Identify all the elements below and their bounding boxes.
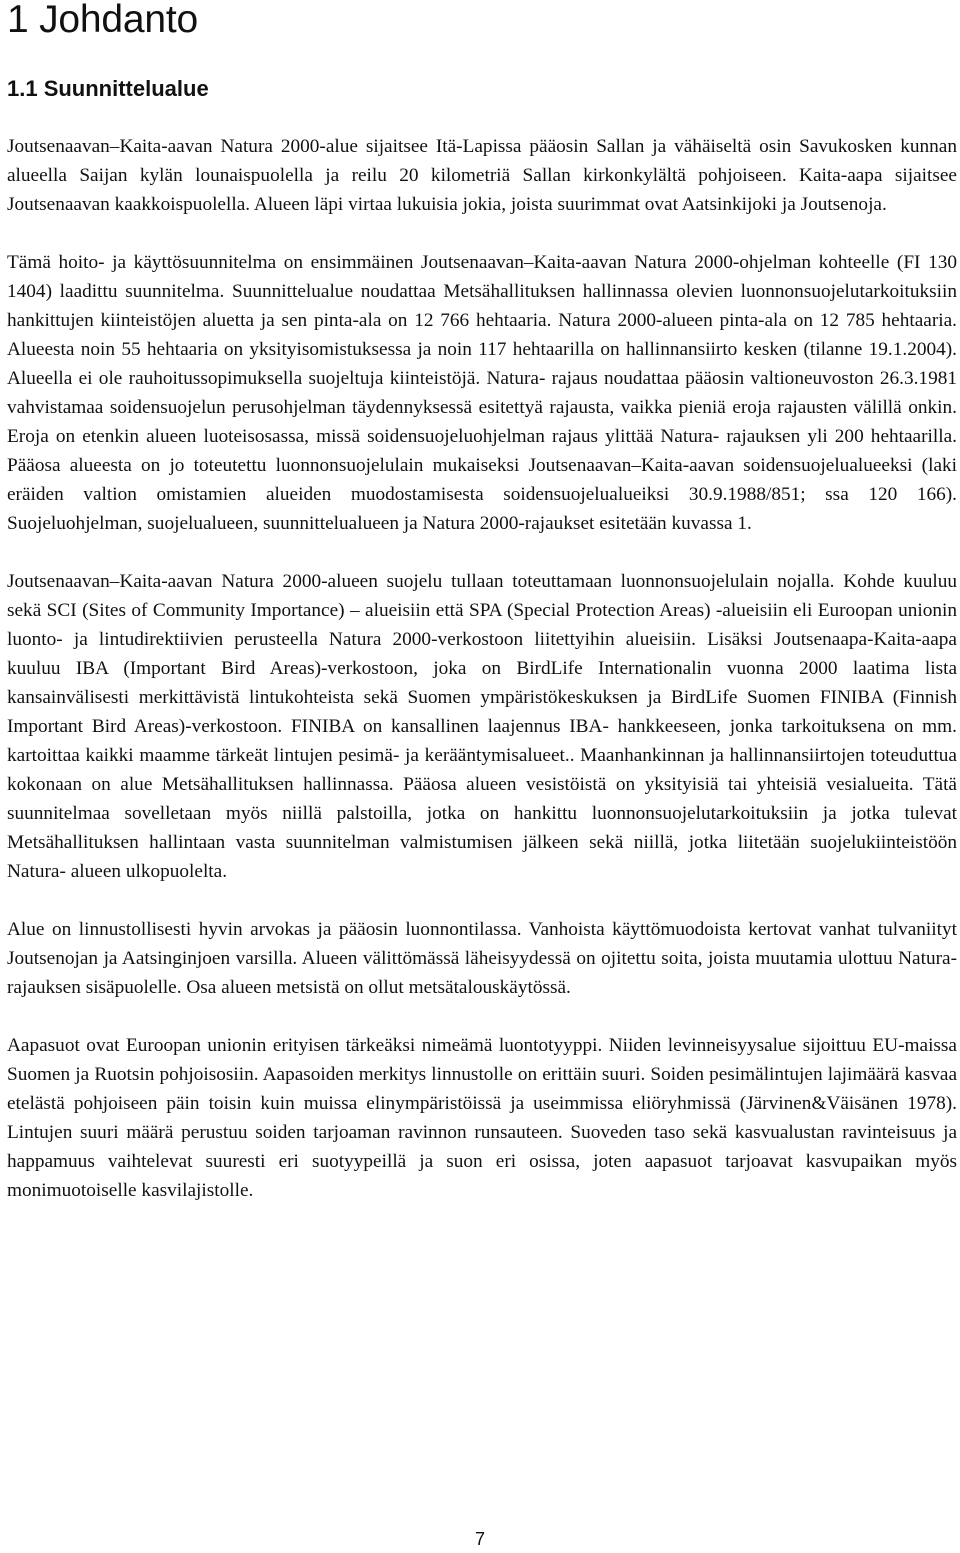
- paragraph-plan-area: Tämä hoito- ja käyttösuunnitelma on ensimmäinen Joutsenaavan–Kaita-aavan Natura 2000-ohjelman kohteelle (FI 130 1404) laadittu suunnitelma. Suunnittelualue noudattaa Metsähallituksen hallinnassa olevien luonnonsuojelutarkoituksiin hankittujen kiinteistöjen aluetta ja sen pinta-ala on 12 766 hehtaaria. Natura 2000-alueen pinta-ala on 12 785 hehtaaria. Alueesta noin 55 hehtaaria on yksityisomistuksessa ja noin 117 hehtaarilla on hallinnansiirto kesken (tilanne 19.1.2004). Alueella ei ole rauhoitussopimuksella suojeltuja kiinteistöjä. Natura- rajaus noudattaa pääosin valtioneuvoston 26.3.1981 vahvistamaa soidensuojelun perusohjelman täydennyksessä esitettyä rajausta, vaikka pieniä eroja rajausten välillä onkin. Eroja on etenkin alueen luoteisosassa, missä soidensuojeluohjelman rajaus ylittää Natura- rajauksen yli 200 hehtaarilla. Pääosa alueesta on jo toteutettu luonnonsuojelulain mukaiseksi Joutsenaavan–Kaita-aavan soidensuojelualueeksi (laki eräiden valtion omistamien alueiden muodostamisesta soidensuojelualueiksi 30.9.1988/851; ssa 120 166). Suojeluohjelman, suojelualueen, suunnittelualueen ja Natura 2000-rajaukset esitetään kuvassa 1.: [7, 252, 957, 534]
- chapter-title: 1 Johdanto: [7, 0, 199, 41]
- paragraph-location: Joutsenaavan–Kaita-aavan Natura 2000-alue sijaitsee Itä-Lapissa pääosin Sallan ja vähäiseltä osin Savukosken kunnan alueella Saijan kylän lounaispuolella ja reilu 20 kilometriä Sallan kirkonkylältä pohjoiseen. Kaita-aapa sijaitsee Joutsenaavan kaakkoispuolella. Alueen läpi virtaa lukuisia jokia, joista suurimmat ovat Aatsinkijoki ja Joutsenoja.: [7, 136, 957, 215]
- body-text: [7, 132, 957, 1205]
- paragraph-protection: Joutsenaavan–Kaita-aavan Natura 2000-alueen suojelu tullaan toteuttamaan luonnonsuojelulain nojalla. Kohde kuuluu sekä SCI (Sites of Community Importance) – alueisiin että SPA (Special Protection Areas) -alueisiin eli Euroopan unionin luonto- ja lintudirektiivien perusteella Natura 2000-verkostoon liitettyihin alueisiin. Lisäksi Joutsenaapa-Kaita-aapa kuuluu IBA (Important Bird Areas)-verkostoon, joka on BirdLife Internationalin vuonna 2000 laatima lista kansainvälisesti merkittävistä lintukohteista sekä Suomen ympäristökeskuksen ja BirdLife Suomen FINIBA (Finnish Important Bird Areas)-verkostoon. FINIBA on kansallinen laajennus IBA- hankkeeseen, jonka tarkoituksena on mm. kartoittaa kaikki maamme tärkeät lintujen pesimä- ja kerääntymisalueet.. Maanhankinnan ja hallinnansiirtojen toteuduttua kokonaan on alue Metsähallituksen hallinnassa. Pääosa alueen vesistöistä on yksityisiä tai yhteisiä vesialueita. Tätä suunnitelmaa sovelletaan myös niillä palstoilla, jotka on hankittu luonnonsuojelutarkoituksiin ja jotka tulevat Metsähallituksen hallintaan vasta suunnitelman valmistumisen jälkeen sekä niillä, jotka liitetään suojelukiinteistöön Natura- alueen ulkopuolelta.: [7, 571, 957, 882]
- paragraph-birdlife: Alue on linnustollisesti hyvin arvokas ja pääosin luonnontilassa. Vanhoista käyttömuodoista kertovat vanhat tulvaniityt Joutsenojan ja Aatsinginjoen varsilla. Alueen välittömässä läheisyydessä on ojitettu soita, joista muutamia ulottuu Natura- rajauksen sisäpuolelle. Osa alueen metsistä on ollut metsätalouskäytössä.: [7, 919, 957, 998]
- section-title: 1.1 Suunnittelualue: [7, 76, 209, 101]
- paragraph-aapa-mires: Aapasuot ovat Euroopan unionin erityisen tärkeäksi nimeämä luontotyyppi. Niiden levinneisyysalue sijoittuu EU-maissa Suomen ja Ruotsin pohjoisosiin. Aapasoiden merkitys linnustolle on erittäin suuri. Soiden pesimälintujen lajimäärä kasvaa etelästä pohjoiseen päin toisin kuin muissa elinympäristöissä ja useimmissa eliöryhmissä (Järvinen&Väisänen 1978). Lintujen suuri määrä perustuu soiden tarjoaman ravinnon runsauteen. Suoveden taso sekä kasvualustan ravinteisuus ja happamuus vaihtelevat suuresti eri suotyypeillä ja suon eri osissa, joten aapasuot tarjoavat kasvupaikan myös monimuotoiselle kasvilajistolle.: [7, 1035, 957, 1201]
- page-number: 7: [474, 1529, 485, 1549]
- document-page: [7, 0, 957, 1234]
